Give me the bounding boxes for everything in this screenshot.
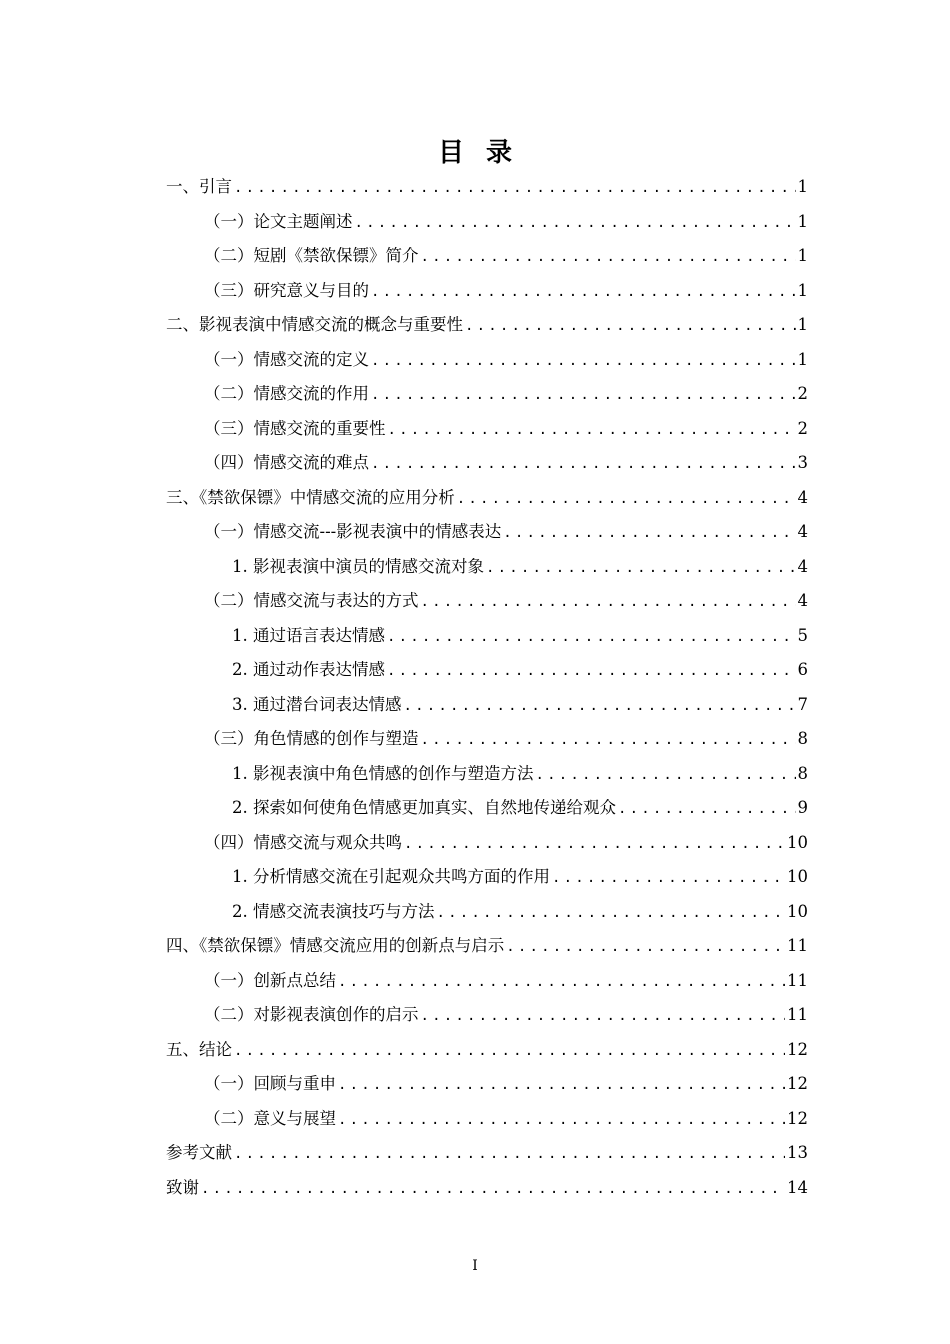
toc-entry[interactable] xyxy=(166,1171,808,1206)
toc-entry[interactable] xyxy=(166,481,808,516)
toc-leader-dots xyxy=(421,585,796,619)
toc-leader-dots xyxy=(234,171,796,205)
toc-entry-label: 五、结论 xyxy=(166,1039,232,1059)
toc-entry-page: 12 xyxy=(787,1039,808,1059)
toc-leader-dots xyxy=(388,413,796,447)
toc-entry-page: 4 xyxy=(797,522,808,541)
toc-entry-page: 10 xyxy=(787,867,808,886)
toc-entry-label: （三）情感交流的重要性 xyxy=(204,418,386,438)
toc-entry-page: 11 xyxy=(787,970,808,990)
toc-entry-label: 2. 通过动作表达情感 xyxy=(232,660,385,679)
toc-entry-page: 13 xyxy=(787,1143,808,1162)
toc-entry[interactable] xyxy=(166,998,808,1033)
toc-leader-dots xyxy=(457,482,796,516)
toc-leader-dots xyxy=(618,792,796,826)
toc-entry-label: 1. 影视表演中角色情感的创作与塑造方法 xyxy=(232,763,534,783)
toc-entry[interactable] xyxy=(166,274,808,309)
toc-leader-dots xyxy=(404,689,796,723)
toc-entry-label: （四）情感交流的难点 xyxy=(204,453,369,472)
toc-entry-label: 1. 分析情感交流在引起观众共鸣方面的作用 xyxy=(232,867,550,886)
toc-entry[interactable] xyxy=(166,377,808,412)
toc-entry[interactable] xyxy=(166,791,808,826)
toc-leader-dots xyxy=(387,654,796,688)
toc-entry-page: 8 xyxy=(797,729,808,748)
toc-leader-dots xyxy=(552,861,785,895)
toc-entry-page: 3 xyxy=(797,453,808,472)
toc-leader-dots xyxy=(234,1137,785,1171)
toc-entry-page: 1 xyxy=(797,280,808,300)
toc-entry[interactable] xyxy=(166,308,808,343)
toc-entry-page: 11 xyxy=(787,1005,808,1024)
toc-entry-label: （四）情感交流与观众共鸣 xyxy=(204,832,402,852)
toc-entry[interactable] xyxy=(166,688,808,723)
toc-leader-dots xyxy=(486,551,796,585)
toc-entry-page: 8 xyxy=(797,763,808,783)
toc-entry[interactable] xyxy=(166,584,808,619)
toc-entry-page: 14 xyxy=(787,1177,808,1197)
toc-entry[interactable] xyxy=(166,515,808,550)
toc-entry-page: 1 xyxy=(797,177,808,196)
toc-entry-label: （三）角色情感的创作与塑造 xyxy=(204,729,419,748)
toc-entry-label: （一）创新点总结 xyxy=(204,970,336,990)
toc-leader-dots xyxy=(387,620,796,654)
toc-entry-label: 2. 情感交流表演技巧与方法 xyxy=(232,901,435,921)
toc-leader-dots xyxy=(371,447,796,481)
toc-leader-dots xyxy=(201,1172,785,1206)
toc-entry-page: 4 xyxy=(797,591,808,610)
toc-entry[interactable] xyxy=(166,446,808,481)
toc-entry-page: 7 xyxy=(797,694,808,714)
toc-leader-dots xyxy=(404,827,785,861)
toc-entry[interactable] xyxy=(166,1102,808,1137)
toc-leader-dots xyxy=(465,309,796,343)
toc-entry-label: 3. 通过潜台词表达情感 xyxy=(232,694,402,714)
toc-leader-dots xyxy=(421,999,786,1033)
toc-entry-label: （一）情感交流的定义 xyxy=(204,349,369,369)
toc-leader-dots xyxy=(503,516,795,550)
toc-entry-label: 2. 探索如何使角色情感更加真实、自然地传递给观众 xyxy=(232,798,616,817)
toc-entry-label: 一、引言 xyxy=(166,177,232,196)
toc-entry-page: 2 xyxy=(797,384,808,403)
toc-entry-page: 1 xyxy=(797,246,808,265)
toc-entry[interactable] xyxy=(166,550,808,585)
toc-entry-label: （二）对影视表演创作的启示 xyxy=(204,1005,419,1024)
toc-entry-label: 二、影视表演中情感交流的概念与重要性 xyxy=(166,315,463,334)
toc-entry-label: 1. 通过语言表达情感 xyxy=(232,625,385,645)
toc-leader-dots xyxy=(355,206,796,240)
toc-entry-label: 致谢 xyxy=(166,1177,199,1197)
page-title: 目录 xyxy=(437,138,534,168)
toc-entry-label: （一）论文主题阐述 xyxy=(204,211,353,231)
toc-entry[interactable] xyxy=(166,653,808,688)
toc-leader-dots xyxy=(371,344,796,378)
toc-entry-label: （二）情感交流与表达的方式 xyxy=(204,591,419,610)
toc-leader-dots xyxy=(371,275,796,309)
table-of-contents xyxy=(166,170,808,1205)
toc-entry[interactable] xyxy=(166,1067,808,1102)
toc-entry-page: 1 xyxy=(797,315,808,334)
toc-entry-label: （二）短剧《禁欲保镖》简介 xyxy=(204,246,419,265)
toc-entry[interactable] xyxy=(166,757,808,792)
toc-leader-dots xyxy=(338,1103,785,1137)
toc-leader-dots xyxy=(371,378,796,412)
toc-entry[interactable] xyxy=(166,964,808,999)
toc-entry[interactable] xyxy=(166,170,808,205)
toc-entry-page: 10 xyxy=(787,832,808,852)
toc-leader-dots xyxy=(437,896,786,930)
toc-entry-page: 1 xyxy=(797,211,808,231)
toc-entry-label: 四、《禁欲保镖》情感交流应用的创新点与启示 xyxy=(166,936,505,955)
page-number: I xyxy=(472,1258,478,1274)
toc-entry[interactable] xyxy=(166,619,808,654)
toc-entry[interactable] xyxy=(166,860,808,895)
toc-entry-page: 6 xyxy=(797,660,808,679)
toc-entry-label: （一）回顾与重申 xyxy=(204,1074,336,1093)
toc-entry[interactable] xyxy=(166,412,808,447)
toc-entry[interactable] xyxy=(166,895,808,930)
toc-leader-dots xyxy=(338,1068,785,1102)
toc-leader-dots xyxy=(421,240,796,274)
toc-entry-page: 2 xyxy=(797,418,808,438)
toc-leader-dots xyxy=(506,930,785,964)
toc-leader-dots xyxy=(421,723,796,757)
toc-entry[interactable] xyxy=(166,343,808,378)
toc-leader-dots xyxy=(338,965,785,999)
toc-leader-dots xyxy=(536,758,796,792)
toc-entry-page: 4 xyxy=(797,556,808,576)
toc-leader-dots xyxy=(234,1034,785,1068)
toc-entry-page: 12 xyxy=(787,1108,808,1128)
toc-entry-label: （一）情感交流---影视表演中的情感表达 xyxy=(204,522,502,541)
toc-entry[interactable] xyxy=(166,1136,808,1171)
toc-entry[interactable] xyxy=(166,239,808,274)
toc-entry-label: （二）情感交流的作用 xyxy=(204,384,369,403)
toc-entry-page: 11 xyxy=(787,936,808,955)
toc-entry[interactable] xyxy=(166,205,808,240)
toc-entry[interactable] xyxy=(166,826,808,861)
toc-entry[interactable] xyxy=(166,722,808,757)
toc-entry[interactable] xyxy=(166,1033,808,1068)
toc-entry-page: 4 xyxy=(797,487,808,507)
toc-entry-label: 三、《禁欲保镖》中情感交流的应用分析 xyxy=(166,487,455,507)
toc-entry-page: 10 xyxy=(787,901,808,921)
toc-entry-label: （三）研究意义与目的 xyxy=(204,280,369,300)
toc-entry[interactable] xyxy=(166,929,808,964)
toc-entry-page: 9 xyxy=(797,798,808,817)
toc-entry-label: 1. 影视表演中演员的情感交流对象 xyxy=(232,556,484,576)
toc-entry-label: （二）意义与展望 xyxy=(204,1108,336,1128)
toc-entry-page: 5 xyxy=(797,625,808,645)
toc-entry-page: 12 xyxy=(787,1074,808,1093)
toc-entry-page: 1 xyxy=(797,349,808,369)
toc-entry-label: 参考文献 xyxy=(166,1143,232,1162)
